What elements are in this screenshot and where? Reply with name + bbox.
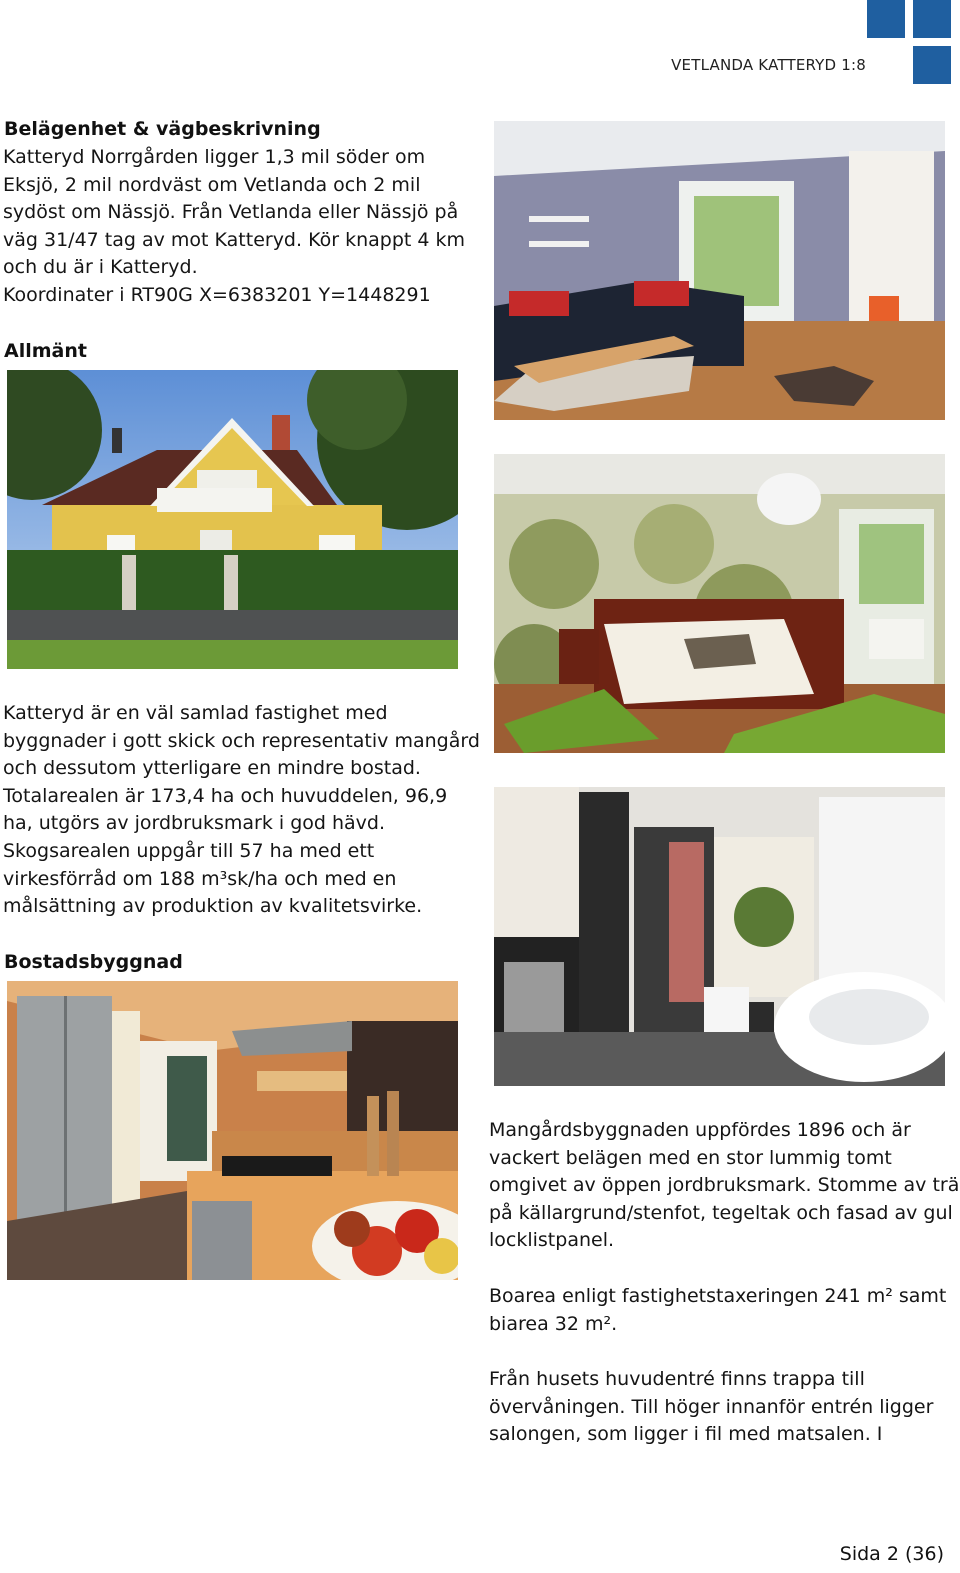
residence-line-5: locklistpanel. [489, 1229, 615, 1252]
general-line-7: virkesförråd om 188 m³sk/ha och med en [3, 867, 397, 890]
bedroom-photo [494, 454, 945, 753]
location-line-5: och du är i Katteryd. [3, 256, 198, 279]
residence-line-4: på källargrund/stenfot, tegeltak och fasad av gul [489, 1201, 953, 1224]
general-line-5: ha, utgörs av jordbruksmark i god hävd. [3, 812, 386, 835]
logo-square-top-right [913, 0, 951, 38]
general-line-6: Skogsarealen uppgår till 57 ha med ett [3, 839, 375, 862]
residence-line-2: vackert belägen med en stor lummig tomt [489, 1146, 892, 1169]
residence-layout-text [489, 1366, 933, 1449]
location-line-2: Eksjö, 2 mil nordväst om Vetlanda och 2 mil [3, 173, 421, 196]
logo-square-top-left [867, 0, 905, 38]
residence-area-text [489, 1283, 946, 1338]
location-heading: Belägenhet & vägbeskrivning [4, 118, 321, 140]
location-line-1: Katteryd Norrgården ligger 1,3 mil söder om [3, 146, 426, 168]
general-line-4: Totalarealen är 173,4 ha och huvuddelen, 96,9 [3, 784, 448, 807]
residence-line-3: omgivet av öppen jordbruksmark. Stomme av trä [489, 1174, 960, 1197]
general-line-1: Katteryd är en väl samlad fastighet med [3, 702, 388, 724]
kitchen-photo [7, 981, 458, 1280]
logo-square-bottom-right [913, 46, 951, 84]
general-heading: Allmänt [4, 340, 87, 362]
living-room-photo [494, 121, 945, 420]
location-line-3: sydöst om Nässjö. Från Vetlanda eller Nässjö på [3, 201, 459, 224]
property-title: VETLANDA KATTERYD 1:8 [671, 56, 866, 74]
layout-line-2: övervåningen. Till höger innanför entrén ligger [489, 1395, 934, 1418]
residence-line-1: Mangårdsbyggnaden uppfördes 1896 och är [489, 1119, 911, 1141]
area-line-1: Boarea enligt fastighetstaxeringen 241 m² samt [489, 1285, 947, 1307]
house-exterior-photo [7, 370, 458, 669]
location-line-4: väg 31/47 tag av mot Katteryd. Kör knappt 4 km [3, 228, 466, 251]
general-line-3: och dessutom ytterligare en mindre bostad. [3, 757, 421, 780]
location-text [3, 144, 465, 310]
area-line-2: biarea 32 m². [489, 1312, 618, 1335]
location-coordinates: Koordinater i RT90G X=6383201 Y=1448291 [3, 283, 431, 306]
layout-line-1: Från husets huvudentré finns trappa till [489, 1368, 865, 1390]
general-line-2: byggnader i gott skick och representativ mangård [3, 729, 480, 752]
residence-heading: Bostadsbyggnad [4, 951, 183, 973]
residence-text-1 [489, 1117, 959, 1255]
page-number: Sida 2 (36) [839, 1543, 944, 1565]
bathroom-photo [494, 787, 945, 1086]
general-line-8: målsättning av produktion av kvalitetsvirke. [3, 895, 423, 918]
layout-line-3: salongen, som ligger i fil med matsalen. I [489, 1423, 883, 1446]
general-text [3, 700, 480, 921]
